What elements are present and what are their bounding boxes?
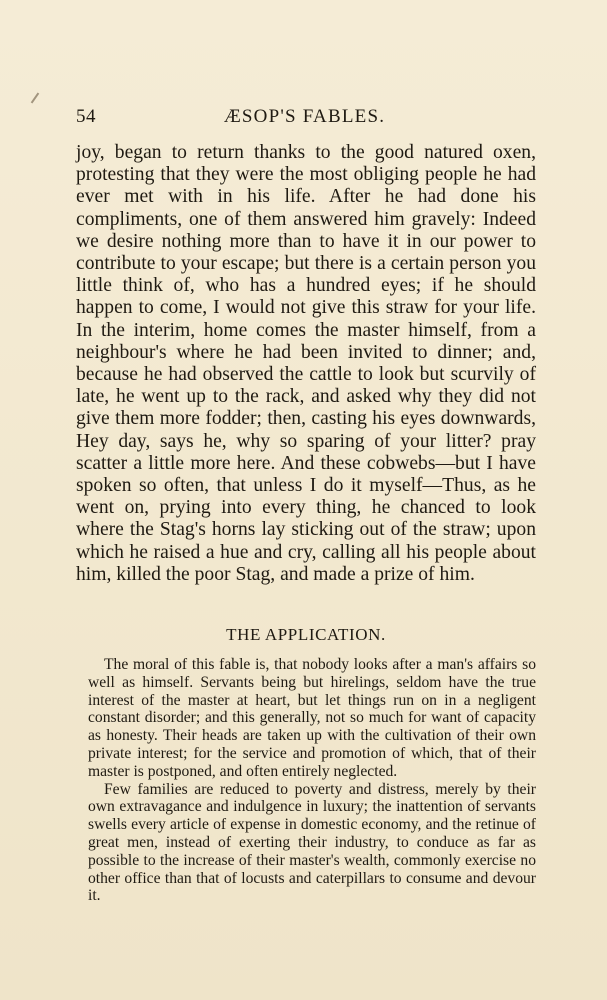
page-header	[76, 106, 533, 132]
application-paragraph-1: The moral of this fable is, that nobody looks after a man's affairs so well as himself. Servants being but hirelings, seldom have the true interest of the master at heart, but let things run on in a negligent constant disorder; and this generally, not so much for want of capacity as honesty. Their heads are taken up with the cultivation of their own private interest; for the service and promotion of which, that of their master is postponed, and often entirely neglected.	[88, 656, 536, 780]
application-paragraph-2: Few families are reduced to poverty and distress, merely by their own extravagance and indulgence in luxury; the inattention of servants swells every article of expense in domestic economy, and the retinue of great men, instead of exerting their industry, to conduce as far as possible to the increase of their master's wealth, commonly exercise no other office than that of locusts and caterpillars to consume and devour it.	[88, 780, 536, 905]
page-number: 54	[76, 106, 96, 127]
running-title: ÆSOP'S FABLES.	[223, 106, 386, 127]
margin-mark	[31, 93, 40, 104]
fable-text: joy, began to return thanks to the good natured oxen, protesting that they were the most obliging people he had ever met with in his life. After he had done his compliments, one of them answered him gravely: Indeed we desire nothing more than to have it in our power to contribute to your escape; but there is a certain person you little think of, who has a hundred eyes; if he should happen to come, I would not give this straw for your life. In the interim, home comes the master himself, from a neighbour's where he had been invited to dinner; and, because he had observed the cattle to look but scurvily of late, he went up to the rack, and asked why they did not give them more fodder; then, casting his eyes downwards, Hey day, says he, why so sparing of your litter? pray scatter a little more here. And these cobwebs—but I have spoken so often, that unless I do it myself—Thus, as he went on, prying into every thing, he chanced to look where the Stag's horns lay sticking out of the straw; upon which he raised a hue and cry, calling all his people about him, killed the poor Stag, and made a prize of him.	[76, 142, 536, 585]
application-text	[88, 656, 536, 905]
application-heading: THE APPLICATION.	[226, 625, 386, 644]
